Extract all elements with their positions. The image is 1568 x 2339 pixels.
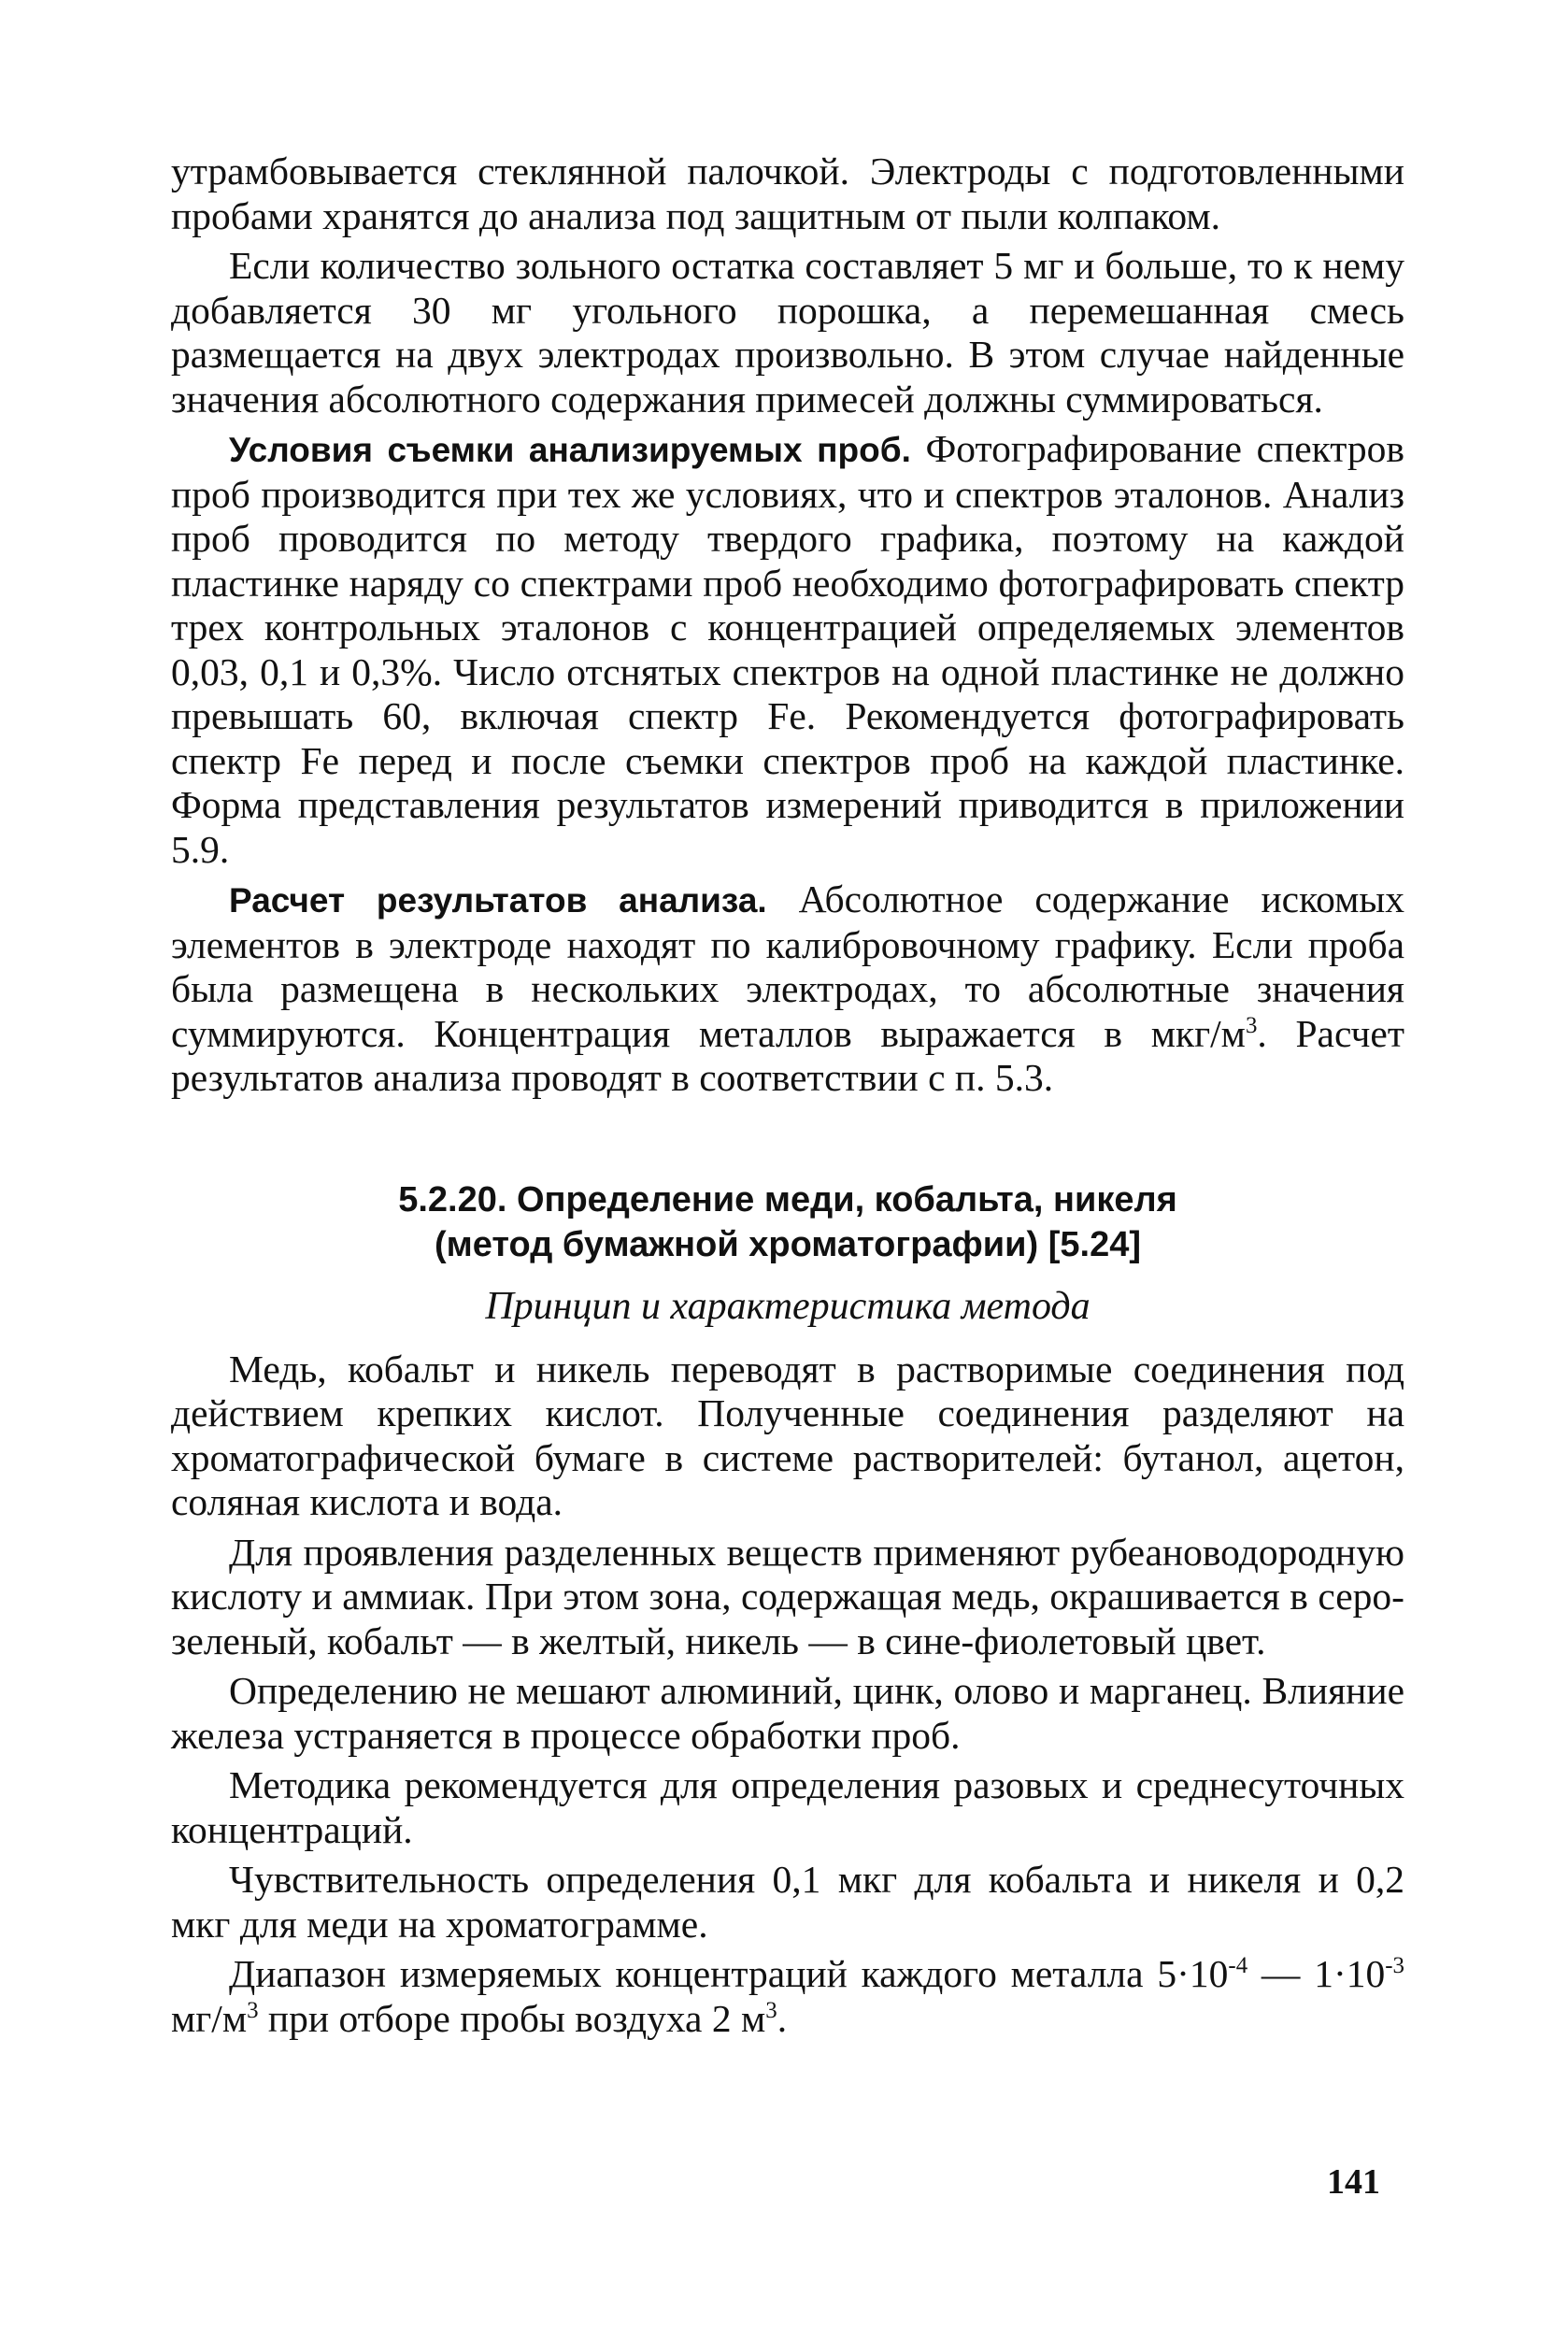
section-title-line-1: 5.2.20. Определение меди, кобальта, никеля xyxy=(398,1179,1177,1219)
paragraph-result-calculation xyxy=(171,877,1404,1101)
paragraph-development: Для проявления разделенных веществ применяют рубеановодородную кислоту и аммиак. При этом зона, содержащая медь, окрашивается в серо-зеленый, кобальт — в желтый, никель — в сине-фиолетовый цвет. xyxy=(171,1530,1404,1662)
section-title-line-2: (метод бумажной хроматографии) [5.24] xyxy=(434,1224,1141,1264)
superscript: 3 xyxy=(765,1997,777,2023)
paragraph-method-principle: Медь, кобальт и никель переводят в растворимые соединения под действием крепких кислот. Полученные соединения разделяют на хроматографической бумаге в системе растворителей: бутанол, ацетон, соляная кислота и вода. xyxy=(171,1347,1404,1523)
paragraph-range xyxy=(171,1952,1404,2041)
superscript: -3 xyxy=(1385,1953,1404,1979)
paragraph-ash-residue: Если количество зольного остатка составляет 5 мг и больше, то к нему добавляется 30 мг угольного порошка, а перемешанная смесь размещается на двух электродах произвольно. В этом случае найденные значения абсолютного содержания примесей должны суммироваться. xyxy=(171,244,1404,421)
section-title xyxy=(171,1177,1404,1267)
text-result-calculation-b: . Расчет результатов анализа проводят в соответствии с п. 5.3. xyxy=(171,1011,1404,1099)
superscript: 3 xyxy=(247,1997,259,2023)
text-result-calculation-a: Абсолютное содержание искомых элементов в электроде находят по калибровочному графику. Если проба была размещена в нескольких электродах, то абсолютные значения суммируются. Концентрация металлов выражается в мкг/м xyxy=(171,877,1404,1055)
text-range-a: Диапазон измеряемых концентраций каждого металла 5·10 xyxy=(229,1952,1229,1995)
paragraph-electrode-storage: утрамбовывается стеклянной палочкой. Электроды с подготовленными пробами хранятся до анализа под защитным от пыли колпаком. xyxy=(171,150,1404,237)
paragraph-recommendation: Методика рекомендуется для определения разовых и среднесуточных концентраций. xyxy=(171,1763,1404,1851)
text-shooting-conditions: Фотографирование спектров проб производится при тех же условиях, что и спектров эталонов. Анализ проб проводится по методу твердого графика, поэтому на каждой пластинке наряду со спектрами проб необходимо фотографировать спектр трех контрольных эталонов с концентрацией определяемых элементов 0,03, 0,1 и 0,3%. Число отснятых спектров на одной пластинке не должно превышать 60, включая спектр Fe. Рекомендуется фотографировать спектр Fe перед и после съемки спектров проб на каждой пластинке. Форма представления результатов измерений приводится в приложении 5.9. xyxy=(171,427,1404,871)
paragraph-shooting-conditions xyxy=(171,427,1404,872)
superscript: -4 xyxy=(1228,1953,1248,1979)
lead-shooting-conditions: Условия съемки анализируемых проб. xyxy=(229,431,911,469)
text-range-b: — 1·10 xyxy=(1247,1952,1386,1995)
text-range-d: при отборе пробы воздуха 2 м xyxy=(258,1996,766,2040)
text-range-e: . xyxy=(777,1996,788,2040)
page-number: 141 xyxy=(1327,2162,1380,2202)
lead-result-calculation: Расчет результатов анализа. xyxy=(229,881,767,920)
section-subtitle: Принцип и характеристика метода xyxy=(485,1284,1090,1328)
text-range-c: мг/м xyxy=(171,1996,248,2040)
page-content xyxy=(171,150,1404,2041)
paragraph-interference: Определению не мешают алюминий, цинк, олово и марганец. Влияние железа устраняется в процессе обработки проб. xyxy=(171,1669,1404,1757)
superscript: 3 xyxy=(1245,1012,1258,1038)
paragraph-sensitivity: Чувствительность определения 0,1 мкг для кобальта и никеля и 0,2 мкг для меди на хроматограмме. xyxy=(171,1858,1404,1946)
